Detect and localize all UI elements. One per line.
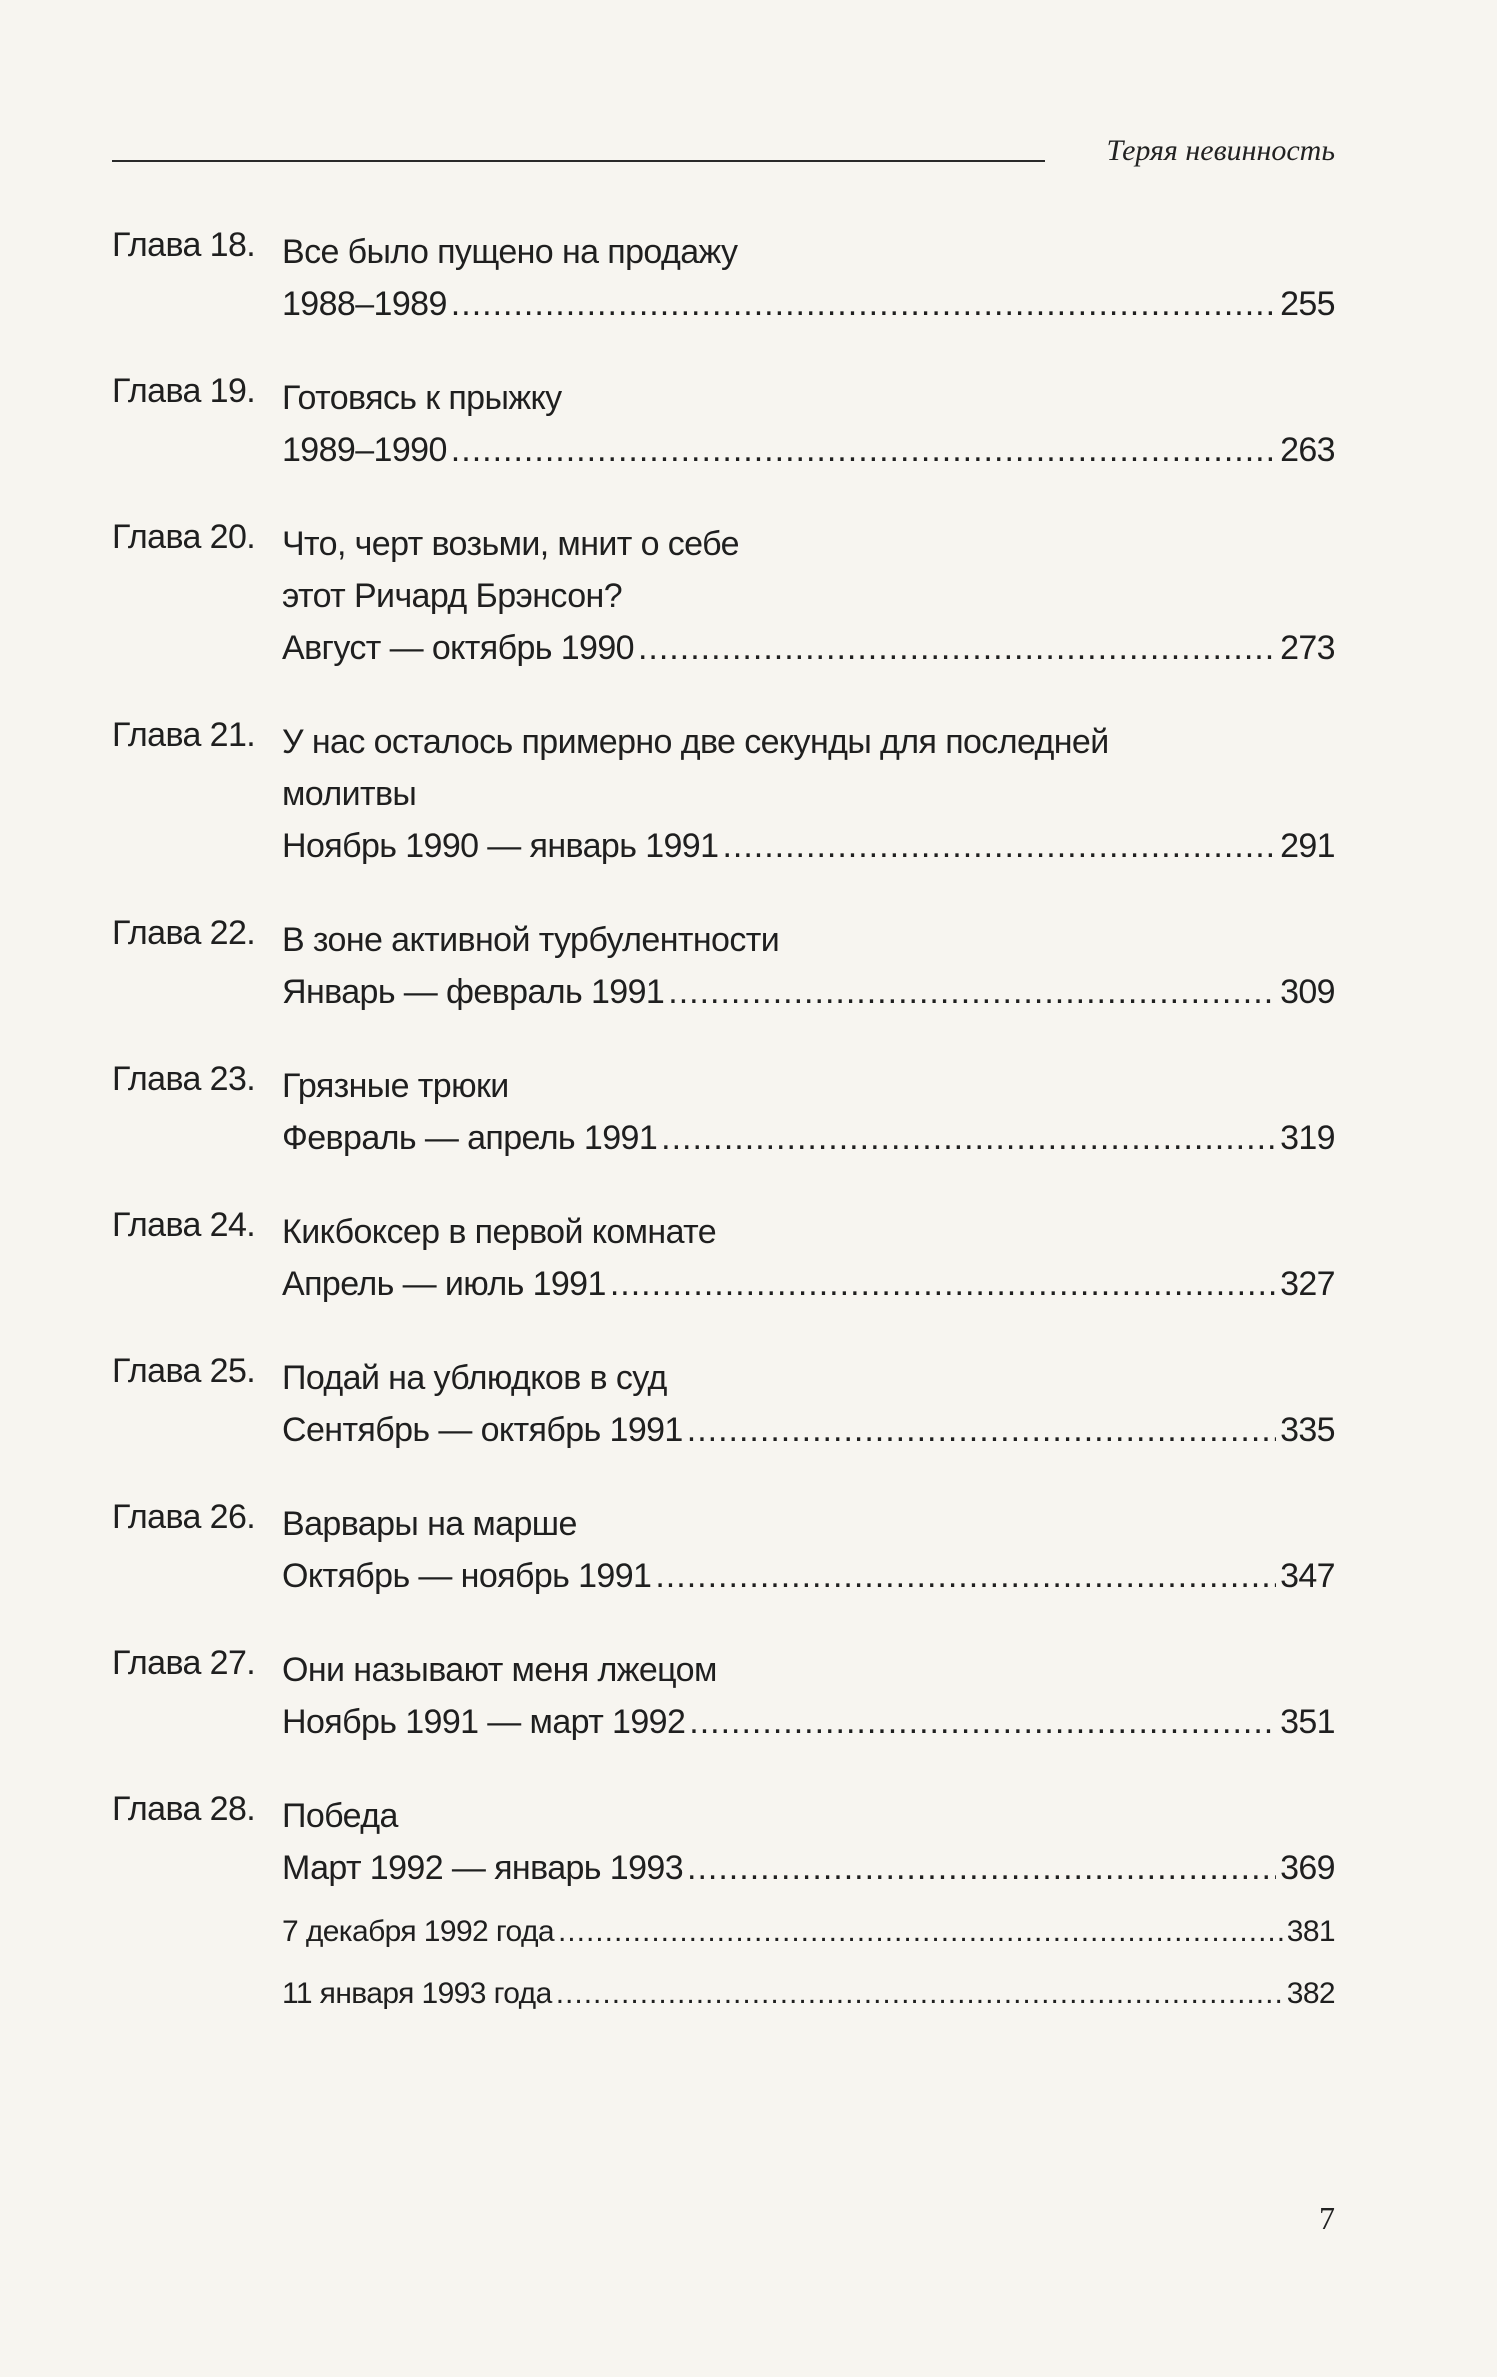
chapter-title: Победа bbox=[282, 1797, 398, 1835]
chapter-title-continued: этот Ричард Брэнсон? bbox=[282, 577, 623, 615]
running-title: Теряя невинность bbox=[1106, 134, 1335, 167]
subentry-label: 7 декабря 1992 года bbox=[282, 1915, 554, 1948]
chapter-dates: 1988–1989 bbox=[282, 285, 447, 323]
chapter-number: Глава 23. bbox=[112, 1060, 256, 1098]
running-header bbox=[112, 118, 1335, 168]
chapter-dates: Февраль — апрель 1991 bbox=[282, 1119, 658, 1157]
page-ref: 382 bbox=[1286, 1977, 1335, 2010]
chapter-title: Подай на ублюдков в суд bbox=[282, 1359, 667, 1397]
chapter-title: Кикбоксер в первой комнате bbox=[282, 1213, 717, 1251]
chapter-title-continued: молитвы bbox=[282, 775, 417, 813]
chapter-dates: Сентябрь — октябрь 1991 bbox=[282, 1411, 683, 1449]
subentry-label: 11 января 1993 года bbox=[282, 1977, 552, 2010]
table-of-contents bbox=[112, 226, 1335, 2060]
toc-entry[interactable] bbox=[112, 914, 1335, 1018]
dot-leader bbox=[451, 424, 1276, 476]
chapter-dates: 1989–1990 bbox=[282, 431, 447, 469]
page-ref: 369 bbox=[1280, 1849, 1335, 1887]
page-ref: 263 bbox=[1280, 431, 1335, 469]
chapter-dates: Ноябрь 1991 — март 1992 bbox=[282, 1703, 686, 1741]
toc-entry[interactable] bbox=[112, 1790, 1335, 2018]
chapter-number: Глава 25. bbox=[112, 1352, 256, 1390]
chapter-title: Готовясь к прыжку bbox=[282, 379, 562, 417]
dot-leader bbox=[661, 1112, 1276, 1164]
dot-leader bbox=[638, 622, 1276, 674]
toc-entry[interactable] bbox=[112, 518, 1335, 674]
chapter-number: Глава 18. bbox=[112, 226, 256, 264]
dot-leader bbox=[610, 1258, 1276, 1310]
toc-entry[interactable] bbox=[112, 226, 1335, 330]
toc-entry[interactable] bbox=[112, 1644, 1335, 1748]
dot-leader bbox=[689, 1696, 1276, 1748]
chapter-dates: Март 1992 — январь 1993 bbox=[282, 1849, 684, 1887]
toc-entry[interactable] bbox=[112, 372, 1335, 476]
chapter-title: В зоне активной турбулентности bbox=[282, 921, 780, 959]
page-number: 7 bbox=[1319, 2200, 1335, 2236]
toc-entry[interactable] bbox=[112, 1060, 1335, 1164]
chapter-title: Варвары на марше bbox=[282, 1505, 577, 1543]
chapter-number: Глава 24. bbox=[112, 1206, 256, 1244]
chapter-number: Глава 19. bbox=[112, 372, 256, 410]
page-ref: 309 bbox=[1280, 973, 1335, 1011]
dot-leader bbox=[655, 1550, 1276, 1602]
dot-leader bbox=[687, 1842, 1276, 1894]
page-ref: 381 bbox=[1286, 1915, 1335, 1948]
chapter-title: Все было пущено на продажу bbox=[282, 233, 738, 271]
chapter-dates: Январь — февраль 1991 bbox=[282, 973, 665, 1011]
page-ref: 327 bbox=[1280, 1265, 1335, 1303]
toc-entry[interactable] bbox=[112, 1498, 1335, 1602]
header-rule bbox=[112, 160, 1045, 162]
dot-leader bbox=[722, 820, 1276, 872]
toc-entry[interactable] bbox=[112, 716, 1335, 872]
chapter-number: Глава 27. bbox=[112, 1644, 256, 1682]
dot-leader bbox=[687, 1404, 1276, 1456]
chapter-number: Глава 22. bbox=[112, 914, 256, 952]
chapter-number: Глава 28. bbox=[112, 1790, 256, 1828]
page-ref: 335 bbox=[1280, 1411, 1335, 1449]
page-ref: 291 bbox=[1280, 827, 1335, 865]
toc-subentry[interactable] bbox=[282, 1970, 1335, 2018]
chapter-dates: Октябрь — ноябрь 1991 bbox=[282, 1557, 652, 1595]
page-ref: 255 bbox=[1280, 285, 1335, 323]
chapter-dates: Апрель — июль 1991 bbox=[282, 1265, 606, 1303]
dot-leader bbox=[451, 278, 1276, 330]
page-ref: 319 bbox=[1280, 1119, 1335, 1157]
toc-entry[interactable] bbox=[112, 1352, 1335, 1456]
toc-entry[interactable] bbox=[112, 1206, 1335, 1310]
chapter-dates: Ноябрь 1990 — январь 1991 bbox=[282, 827, 719, 865]
chapter-title: Грязные трюки bbox=[282, 1067, 509, 1105]
toc-subentry[interactable] bbox=[282, 1908, 1335, 1956]
dot-leader bbox=[668, 966, 1276, 1018]
chapter-number: Глава 20. bbox=[112, 518, 256, 556]
chapter-number: Глава 21. bbox=[112, 716, 256, 754]
chapter-dates: Август — октябрь 1990 bbox=[282, 629, 634, 667]
chapter-title: У нас осталось примерно две секунды для последней bbox=[282, 723, 1109, 761]
page-ref: 347 bbox=[1280, 1557, 1335, 1595]
dot-leader bbox=[558, 1908, 1283, 1956]
chapter-title: Они называют меня лжецом bbox=[282, 1651, 717, 1689]
dot-leader bbox=[556, 1970, 1283, 2018]
chapter-title: Что, черт возьми, мнит о себе bbox=[282, 525, 739, 563]
page-ref: 351 bbox=[1280, 1703, 1335, 1741]
page-ref: 273 bbox=[1280, 629, 1335, 667]
chapter-number: Глава 26. bbox=[112, 1498, 256, 1536]
